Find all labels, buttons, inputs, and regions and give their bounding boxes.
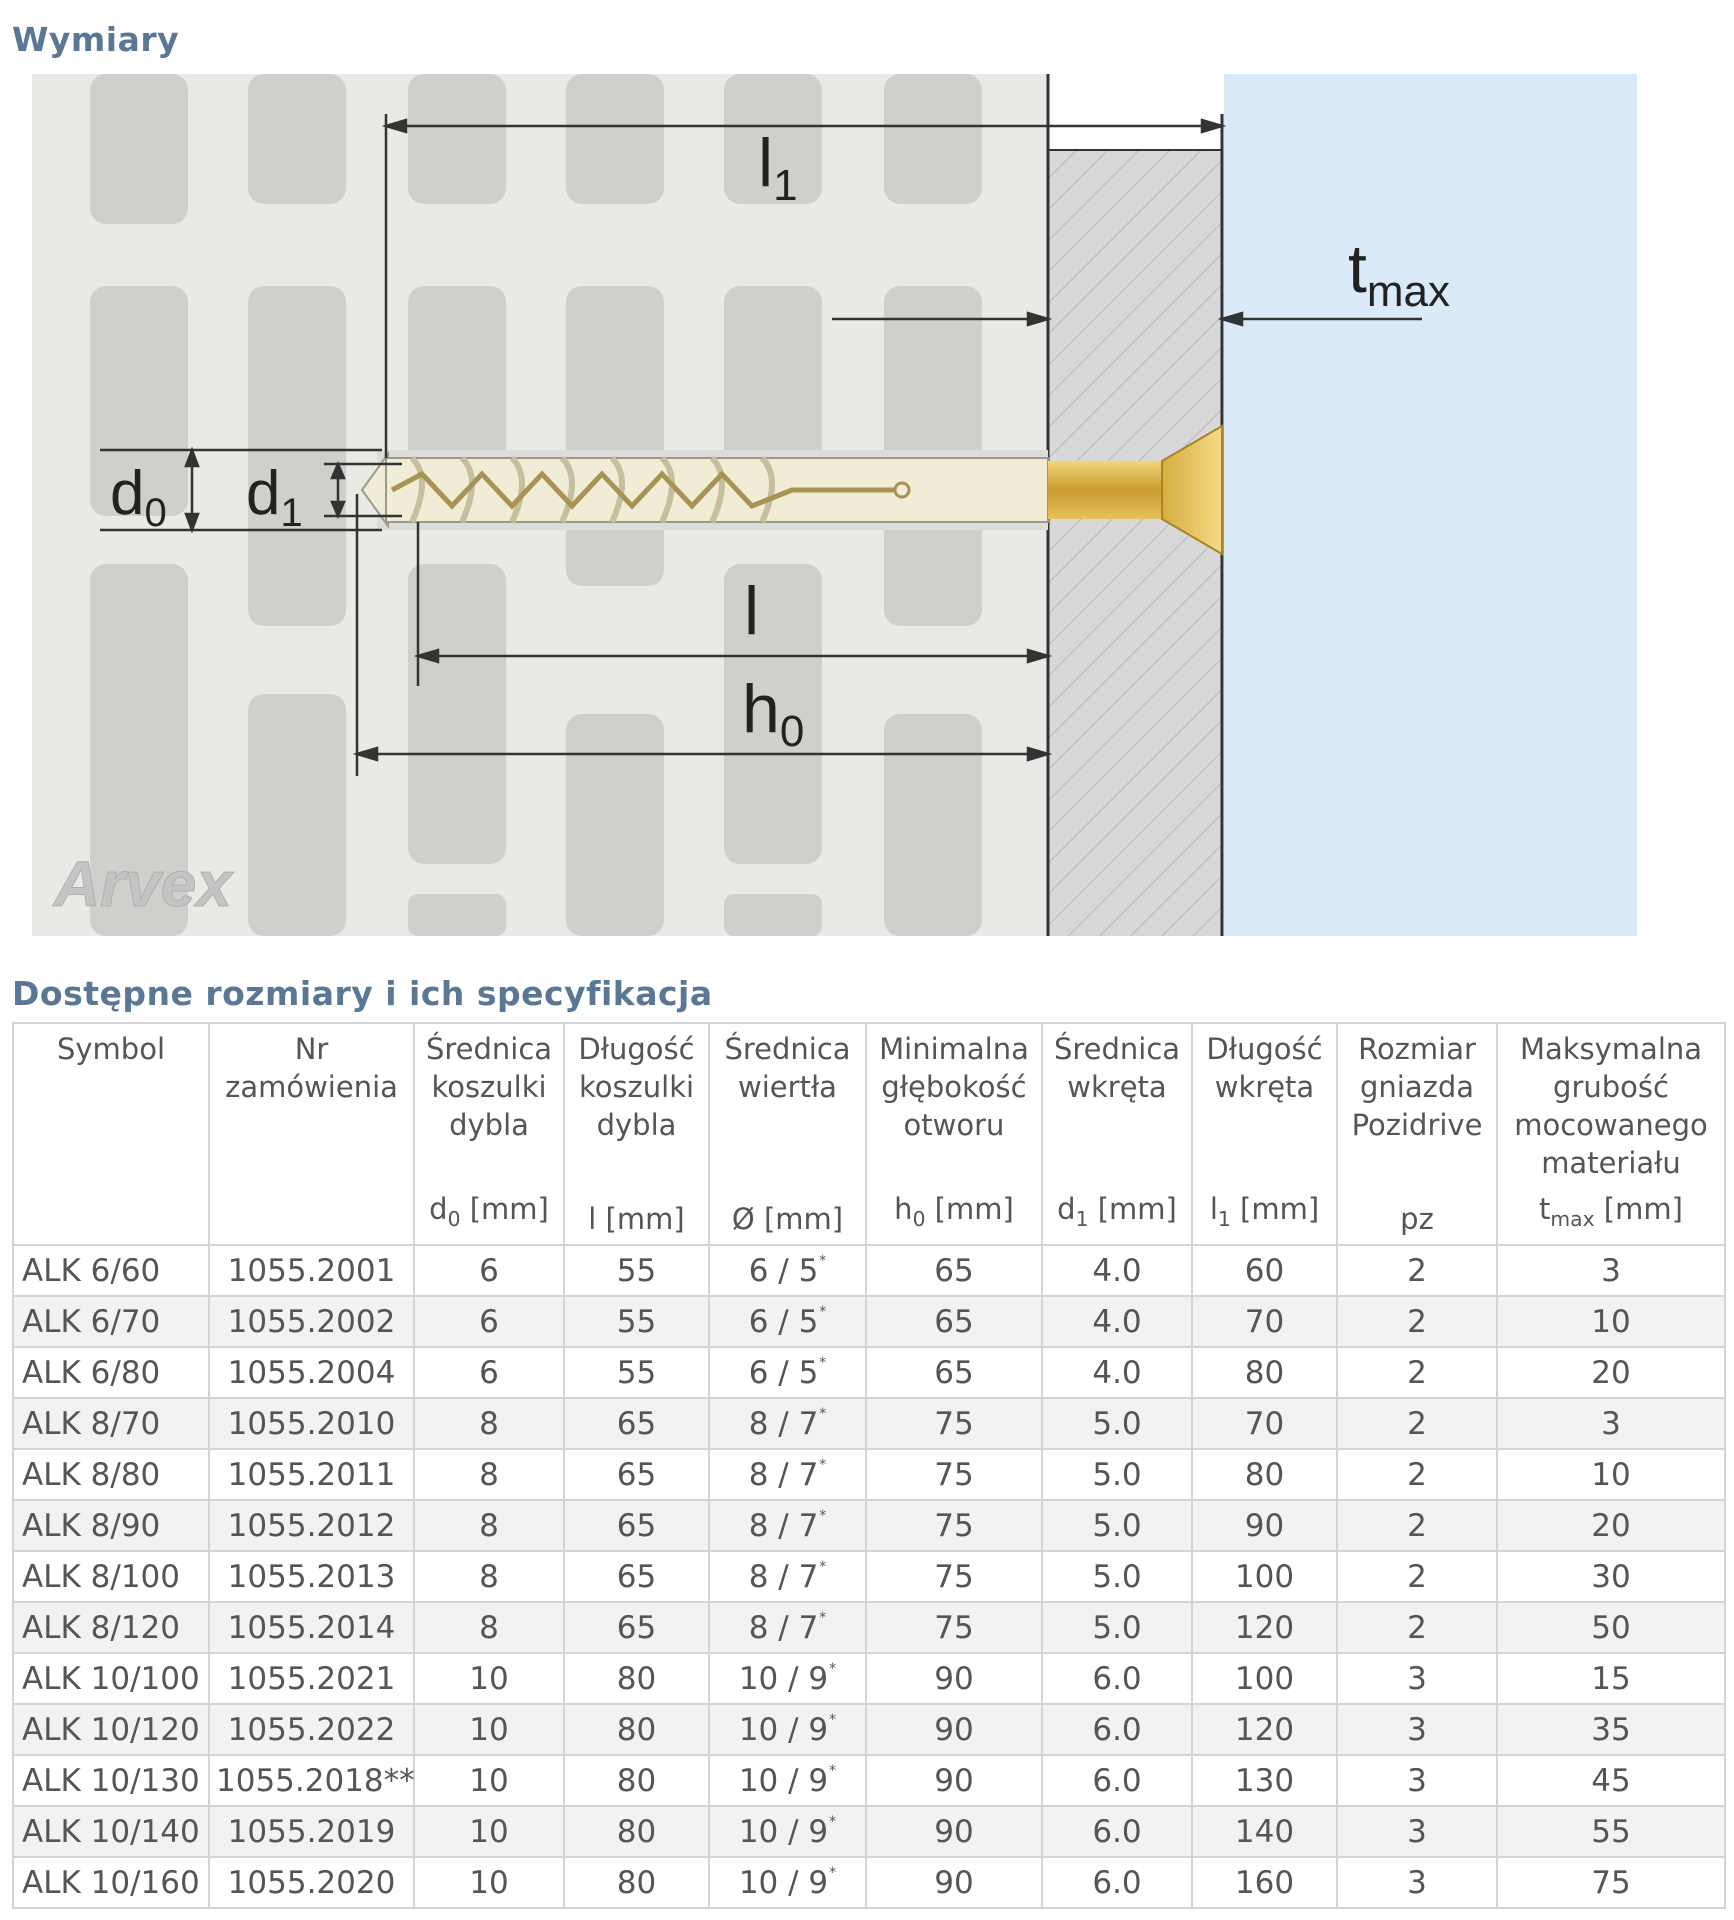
- table-header-row: [13, 1023, 1725, 1245]
- cell-screw-diameter: 4.0: [1042, 1347, 1192, 1398]
- cell-max-thickness: 30: [1497, 1551, 1725, 1602]
- cell-dowel-length: 80: [564, 1755, 709, 1806]
- cell-symbol: ALK 8/120: [13, 1602, 209, 1653]
- cell-hole-depth: 90: [866, 1653, 1042, 1704]
- cell-order-number: 1055.2002: [209, 1296, 414, 1347]
- cell-dowel-length: 65: [564, 1449, 709, 1500]
- column-header: [1337, 1023, 1497, 1245]
- cell-screw-length: 100: [1192, 1653, 1337, 1704]
- cell-screw-length: 140: [1192, 1806, 1337, 1857]
- drill-footnote-mark: *: [819, 1405, 827, 1422]
- cell-pozidrive-size: 2: [1337, 1347, 1497, 1398]
- cell-symbol: ALK 10/120: [13, 1704, 209, 1755]
- cell-screw-length: 160: [1192, 1857, 1337, 1908]
- cell-dowel-diameter: 6: [414, 1296, 564, 1347]
- table-row: [13, 1704, 1725, 1755]
- cell-dowel-diameter: 8: [414, 1500, 564, 1551]
- cell-hole-depth: 90: [866, 1857, 1042, 1908]
- cell-screw-diameter: 6.0: [1042, 1857, 1192, 1908]
- cell-dowel-length: 80: [564, 1857, 709, 1908]
- cell-screw-length: 120: [1192, 1704, 1337, 1755]
- drill-footnote-mark: *: [829, 1711, 837, 1728]
- fixture-section: [1048, 150, 1222, 936]
- cell-symbol: ALK 6/80: [13, 1347, 209, 1398]
- cell-order-number: 1055.2021: [209, 1653, 414, 1704]
- cell-drill-diameter: 10 / 9*: [709, 1755, 866, 1806]
- cell-order-number: 1055.2001: [209, 1245, 414, 1296]
- cell-drill-diameter: 10 / 9*: [709, 1704, 866, 1755]
- column-header-unit: $d_1$ [mm]: [1057, 1192, 1177, 1231]
- cell-dowel-length: 55: [564, 1245, 709, 1296]
- cell-screw-length: 80: [1192, 1449, 1337, 1500]
- cell-symbol: ALK 8/80: [13, 1449, 209, 1500]
- cell-symbol: ALK 8/90: [13, 1500, 209, 1551]
- cell-dowel-diameter: 6: [414, 1347, 564, 1398]
- cell-screw-length: 80: [1192, 1347, 1337, 1398]
- table-row: [13, 1653, 1725, 1704]
- cell-dowel-diameter: 6: [414, 1245, 564, 1296]
- cell-screw-diameter: 4.0: [1042, 1245, 1192, 1296]
- cell-pozidrive-size: 2: [1337, 1449, 1497, 1500]
- cell-hole-depth: 75: [866, 1551, 1042, 1602]
- cell-pozidrive-size: 2: [1337, 1551, 1497, 1602]
- drill-footnote-mark: *: [829, 1762, 837, 1779]
- cell-dowel-length: 65: [564, 1551, 709, 1602]
- table-row: [13, 1449, 1725, 1500]
- cell-screw-diameter: 4.0: [1042, 1296, 1192, 1347]
- cell-screw-diameter: 5.0: [1042, 1551, 1192, 1602]
- column-header-unit: $h_0$ [mm]: [894, 1192, 1014, 1231]
- cell-pozidrive-size: 2: [1337, 1398, 1497, 1449]
- cell-screw-diameter: 6.0: [1042, 1653, 1192, 1704]
- cell-hole-depth: 90: [866, 1806, 1042, 1857]
- drill-footnote-mark: *: [819, 1507, 827, 1524]
- cell-order-number: 1055.2011: [209, 1449, 414, 1500]
- cell-dowel-length: 65: [564, 1398, 709, 1449]
- cell-pozidrive-size: 2: [1337, 1296, 1497, 1347]
- column-header-label: Nr zamówienia: [225, 1032, 398, 1104]
- cell-order-number: 1055.2022: [209, 1704, 414, 1755]
- cell-dowel-length: 80: [564, 1653, 709, 1704]
- cell-symbol: ALK 10/100: [13, 1653, 209, 1704]
- cell-pozidrive-size: 3: [1337, 1755, 1497, 1806]
- table-row: [13, 1296, 1725, 1347]
- specification-table: [12, 1022, 1726, 1909]
- column-header-unit: l [mm]: [588, 1202, 685, 1236]
- cell-symbol: ALK 10/160: [13, 1857, 209, 1908]
- cell-order-number: 1055.2004: [209, 1347, 414, 1398]
- cell-screw-diameter: 6.0: [1042, 1755, 1192, 1806]
- cell-drill-diameter: 6 / 5*: [709, 1347, 866, 1398]
- column-header: [1192, 1023, 1337, 1245]
- cell-dowel-length: 55: [564, 1296, 709, 1347]
- column-header: [13, 1023, 209, 1245]
- cell-dowel-diameter: 8: [414, 1602, 564, 1653]
- cell-drill-diameter: 8 / 7*: [709, 1398, 866, 1449]
- cell-pozidrive-size: 2: [1337, 1500, 1497, 1551]
- column-header-unit: pz: [1400, 1202, 1434, 1236]
- cell-order-number: 1055.2020: [209, 1857, 414, 1908]
- column-header: [564, 1023, 709, 1245]
- table-row: [13, 1347, 1725, 1398]
- label-h0: $h_0$: [742, 671, 805, 756]
- cell-dowel-length: 80: [564, 1704, 709, 1755]
- column-header-unit: $l_1$ [mm]: [1209, 1192, 1320, 1231]
- cell-screw-length: 130: [1192, 1755, 1337, 1806]
- column-header-label: Długość wkręta: [1206, 1032, 1323, 1104]
- cell-max-thickness: 3: [1497, 1245, 1725, 1296]
- cell-dowel-diameter: 10: [414, 1857, 564, 1908]
- open-space: [1224, 74, 1637, 936]
- cell-dowel-length: 65: [564, 1602, 709, 1653]
- cell-max-thickness: 10: [1497, 1449, 1725, 1500]
- cell-hole-depth: 75: [866, 1500, 1042, 1551]
- label-l1: $l_1$: [758, 125, 798, 210]
- column-header-label: Średnica wiertła: [724, 1032, 851, 1104]
- table-body: [13, 1245, 1725, 1908]
- cell-drill-diameter: 10 / 9*: [709, 1806, 866, 1857]
- column-header-label: Średnica wkręta: [1053, 1032, 1181, 1104]
- column-header: [1497, 1023, 1725, 1245]
- cell-pozidrive-size: 3: [1337, 1704, 1497, 1755]
- column-header-label: Średnica koszulki dybla: [425, 1032, 553, 1142]
- drill-footnote-mark: *: [829, 1660, 837, 1677]
- column-header-label: Długość koszulki dybla: [578, 1032, 695, 1142]
- table-row: [13, 1551, 1725, 1602]
- cell-screw-diameter: 5.0: [1042, 1602, 1192, 1653]
- cell-max-thickness: 20: [1497, 1500, 1725, 1551]
- cell-screw-diameter: 6.0: [1042, 1704, 1192, 1755]
- cell-screw-length: 70: [1192, 1398, 1337, 1449]
- cell-screw-length: 70: [1192, 1296, 1337, 1347]
- table-row: [13, 1398, 1725, 1449]
- drill-footnote-mark: *: [829, 1813, 837, 1830]
- cell-symbol: ALK 10/140: [13, 1806, 209, 1857]
- cell-order-number: 1055.2012: [209, 1500, 414, 1551]
- cell-dowel-diameter: 8: [414, 1551, 564, 1602]
- cell-pozidrive-size: 2: [1337, 1245, 1497, 1296]
- column-header: [1042, 1023, 1192, 1245]
- cell-max-thickness: 15: [1497, 1653, 1725, 1704]
- cell-drill-diameter: 10 / 9*: [709, 1653, 866, 1704]
- cell-screw-length: 100: [1192, 1551, 1337, 1602]
- table-row: [13, 1806, 1725, 1857]
- cell-symbol: ALK 8/100: [13, 1551, 209, 1602]
- drill-footnote-mark: *: [819, 1354, 827, 1371]
- table-row: [13, 1500, 1725, 1551]
- cell-order-number: 1055.2018**: [209, 1755, 414, 1806]
- cell-hole-depth: 65: [866, 1347, 1042, 1398]
- label-d0: d0: [110, 459, 167, 535]
- drill-footnote-mark: *: [819, 1456, 827, 1473]
- drill-footnote-mark: *: [819, 1558, 827, 1575]
- cell-drill-diameter: 8 / 7*: [709, 1449, 866, 1500]
- cell-dowel-diameter: 10: [414, 1653, 564, 1704]
- cell-drill-diameter: 10 / 9*: [709, 1857, 866, 1908]
- cell-screw-diameter: 5.0: [1042, 1398, 1192, 1449]
- table-row: [13, 1755, 1725, 1806]
- column-header-label: Minimalna głębokość otworu: [879, 1032, 1029, 1142]
- cell-screw-diameter: 5.0: [1042, 1500, 1192, 1551]
- column-header-unit: $d_0$ [mm]: [429, 1192, 549, 1231]
- drill-footnote-mark: *: [819, 1609, 827, 1626]
- cell-max-thickness: 35: [1497, 1704, 1725, 1755]
- cell-hole-depth: 75: [866, 1602, 1042, 1653]
- cell-max-thickness: 10: [1497, 1296, 1725, 1347]
- cell-order-number: 1055.2019: [209, 1806, 414, 1857]
- sizes-section-title: Dostępne rozmiary i ich specyfikacja: [12, 974, 713, 1013]
- label-tmax: $t_{max}$: [1348, 231, 1451, 316]
- dowel-body: [362, 454, 1048, 526]
- column-header-label: Symbol: [56, 1032, 166, 1066]
- drill-footnote-mark: *: [819, 1252, 827, 1269]
- drill-footnote-mark: *: [819, 1303, 827, 1320]
- cell-max-thickness: 3: [1497, 1398, 1725, 1449]
- cell-dowel-diameter: 8: [414, 1449, 564, 1500]
- label-l: l: [744, 573, 760, 649]
- column-header-label: Rozmiar gniazda Pozidrive: [1351, 1032, 1483, 1142]
- cell-symbol: ALK 6/60: [13, 1245, 209, 1296]
- cell-drill-diameter: 8 / 7*: [709, 1551, 866, 1602]
- cell-pozidrive-size: 3: [1337, 1857, 1497, 1908]
- cell-symbol: ALK 8/70: [13, 1398, 209, 1449]
- cell-max-thickness: 45: [1497, 1755, 1725, 1806]
- cell-screw-length: 90: [1192, 1500, 1337, 1551]
- cell-hole-depth: 90: [866, 1704, 1042, 1755]
- cell-max-thickness: 55: [1497, 1806, 1725, 1857]
- cell-drill-diameter: 6 / 5*: [709, 1296, 866, 1347]
- cell-hole-depth: 65: [866, 1296, 1042, 1347]
- cell-symbol: ALK 6/70: [13, 1296, 209, 1347]
- label-d1: d1: [246, 459, 303, 535]
- cell-screw-diameter: 6.0: [1042, 1806, 1192, 1857]
- cell-drill-diameter: 6 / 5*: [709, 1245, 866, 1296]
- cell-dowel-diameter: 10: [414, 1704, 564, 1755]
- cell-hole-depth: 65: [866, 1245, 1042, 1296]
- cell-drill-diameter: 8 / 7*: [709, 1500, 866, 1551]
- cell-screw-diameter: 5.0: [1042, 1449, 1192, 1500]
- column-header-label: Maksymalna grubość mocowanego materiału: [1514, 1032, 1708, 1180]
- cell-order-number: 1055.2013: [209, 1551, 414, 1602]
- cell-max-thickness: 20: [1497, 1347, 1725, 1398]
- cell-max-thickness: 75: [1497, 1857, 1725, 1908]
- cell-dowel-diameter: 10: [414, 1806, 564, 1857]
- drill-footnote-mark: *: [829, 1864, 837, 1881]
- cell-dowel-length: 55: [564, 1347, 709, 1398]
- table-row: [13, 1245, 1725, 1296]
- column-header: [209, 1023, 414, 1245]
- cell-hole-depth: 75: [866, 1449, 1042, 1500]
- cell-drill-diameter: 8 / 7*: [709, 1602, 866, 1653]
- cell-dowel-length: 65: [564, 1500, 709, 1551]
- cell-order-number: 1055.2010: [209, 1398, 414, 1449]
- cell-max-thickness: 50: [1497, 1602, 1725, 1653]
- cell-pozidrive-size: 3: [1337, 1806, 1497, 1857]
- cell-dowel-length: 80: [564, 1806, 709, 1857]
- dimensions-section-title: Wymiary: [12, 20, 180, 59]
- cell-screw-length: 60: [1192, 1245, 1337, 1296]
- dowel-dimension-diagram: [32, 74, 1637, 936]
- cell-pozidrive-size: 2: [1337, 1602, 1497, 1653]
- cell-order-number: 1055.2014: [209, 1602, 414, 1653]
- column-header-unit: Ø [mm]: [731, 1202, 844, 1236]
- column-header: [866, 1023, 1042, 1245]
- column-header: [709, 1023, 866, 1245]
- cell-hole-depth: 90: [866, 1755, 1042, 1806]
- column-header-unit: $t_{max}$ [mm]: [1539, 1192, 1683, 1231]
- cell-symbol: ALK 10/130: [13, 1755, 209, 1806]
- column-header: [414, 1023, 564, 1245]
- cell-dowel-diameter: 10: [414, 1755, 564, 1806]
- cell-pozidrive-size: 3: [1337, 1653, 1497, 1704]
- table-row: [13, 1602, 1725, 1653]
- table-row: [13, 1857, 1725, 1908]
- cell-screw-length: 120: [1192, 1602, 1337, 1653]
- cell-dowel-diameter: 8: [414, 1398, 564, 1449]
- arvex-logo: Arvex: [54, 848, 232, 920]
- cell-hole-depth: 75: [866, 1398, 1042, 1449]
